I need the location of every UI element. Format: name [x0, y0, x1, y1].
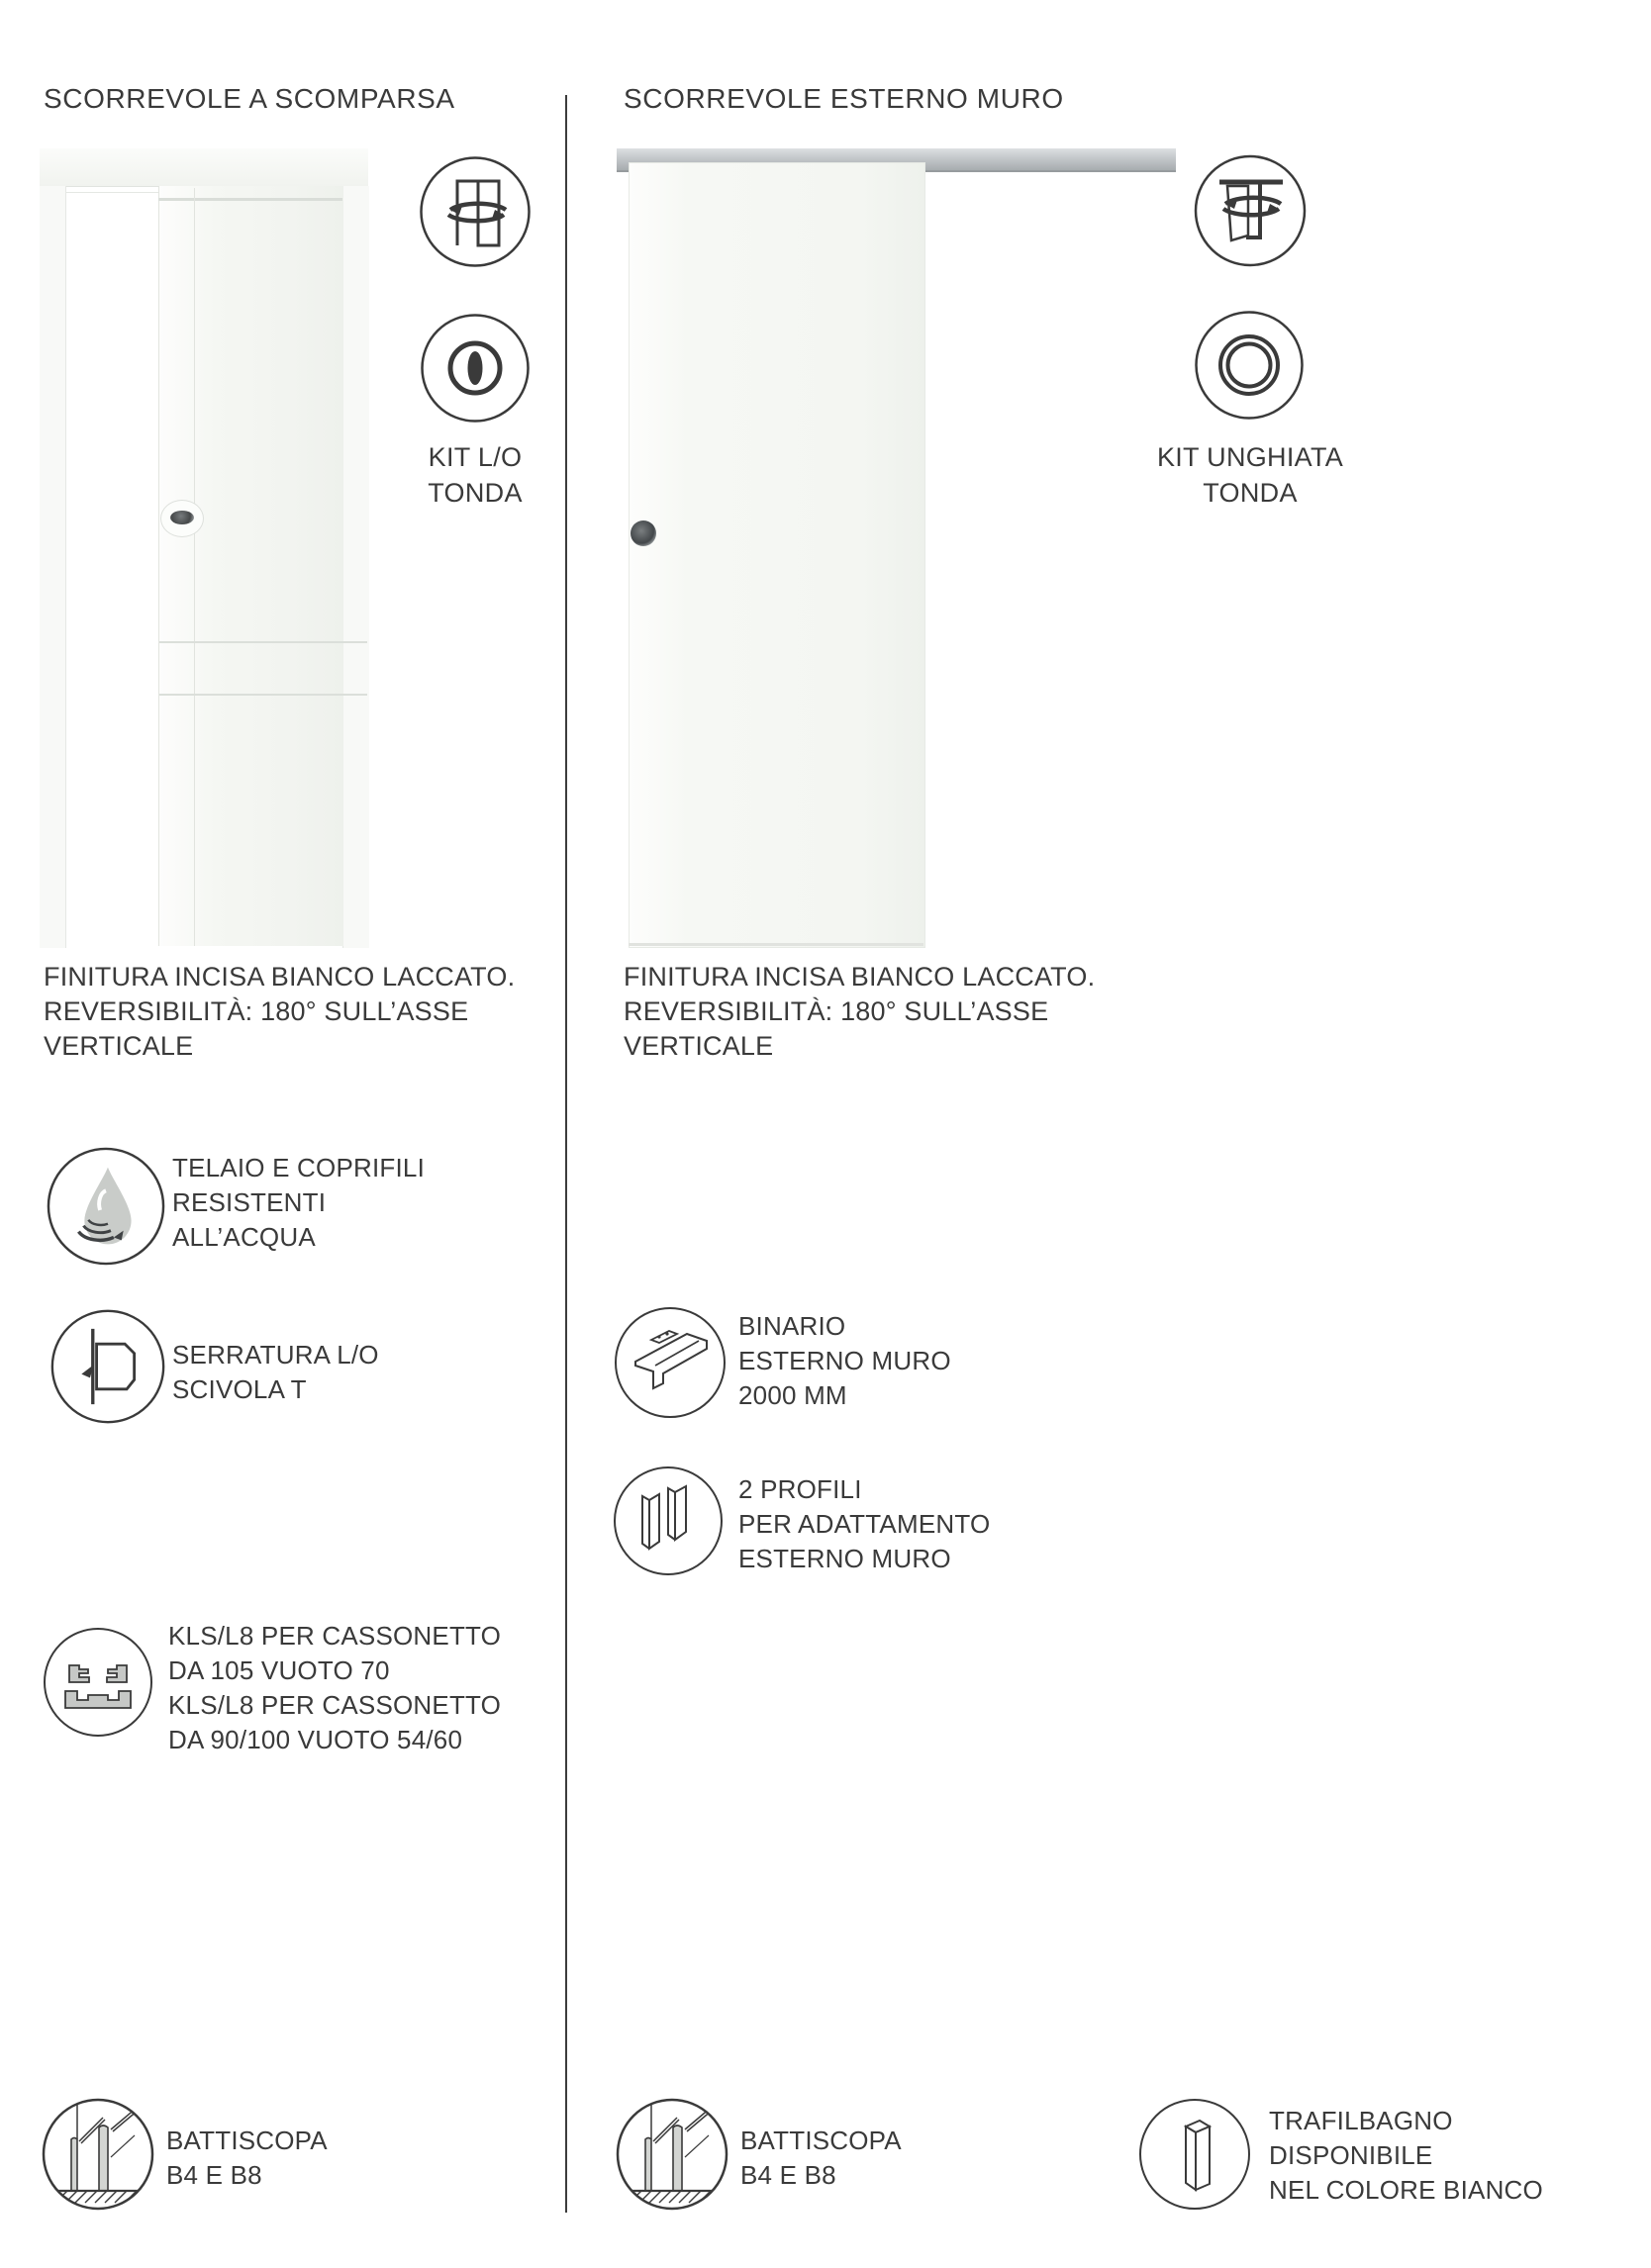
kit-lo-tonda-icon	[419, 312, 532, 425]
left-section-title: SCORREVOLE A SCOMPARSA	[44, 83, 455, 114]
feature-line: NEL COLORE BIANCO	[1269, 2175, 1543, 2205]
door-frame-right-jamb	[342, 186, 369, 948]
feature-text	[738, 1309, 951, 1413]
door-panel	[158, 186, 343, 946]
finish-line: REVERSIBILITÀ: 180° SULL’ASSE	[44, 996, 469, 1026]
skirting-board-icon	[40, 2096, 156, 2213]
feature-line: 2 PROFILI	[738, 1474, 862, 1504]
feature-text	[172, 1338, 379, 1407]
feature-line: TRAFILBAGNO	[1269, 2106, 1453, 2135]
water-drop-icon	[46, 1146, 166, 1267]
door-frame-left-jamb	[40, 186, 66, 948]
feature-line: 2000 MM	[738, 1380, 847, 1410]
panel-engraved-horizontal-line	[159, 694, 367, 696]
right-section-title: SCORREVOLE ESTERNO MURO	[624, 83, 1064, 114]
round-flush-handle	[631, 520, 656, 546]
finish-line: FINITURA INCISA BIANCO LACCATO.	[44, 962, 516, 992]
feature-line: DISPONIBILE	[1269, 2140, 1433, 2170]
lock-icon	[49, 1308, 166, 1425]
two-profiles-icon	[612, 1465, 725, 1577]
feature-line: B4 E B8	[740, 2160, 836, 2190]
track-door-rotation-icon	[1192, 152, 1309, 269]
kit-label	[391, 439, 559, 511]
kit-label-line1: KIT UNGHIATA	[1156, 442, 1344, 472]
kit-label-line1: KIT L/O	[428, 442, 523, 472]
panel-engraved-vertical-line	[194, 188, 195, 946]
feature-line: DA 90/100 VUOTO 54/60	[168, 1725, 463, 1754]
skirting-board-icon	[614, 2096, 730, 2213]
finish-description	[624, 960, 1118, 1064]
feature-text	[1269, 2104, 1543, 2208]
feature-line: DA 105 VUOTO 70	[168, 1655, 390, 1685]
feature-line: ESTERNO MURO	[738, 1544, 951, 1573]
feature-text	[172, 1151, 425, 1255]
door-rotation-icon	[418, 154, 533, 269]
panel-engraved-horizontal-line	[159, 641, 367, 643]
feature-line: KLS/L8 PER CASSONETTO	[168, 1621, 502, 1651]
pocket-door-illustration	[40, 148, 368, 948]
door-panel	[629, 162, 925, 948]
feature-line: SCIVOLA T	[172, 1374, 307, 1404]
finish-line: VERTICALE	[624, 1031, 774, 1061]
feature-text	[740, 2124, 902, 2193]
finish-description	[44, 960, 538, 1064]
kit-label	[1112, 439, 1389, 511]
kit-label-line2: TONDA	[428, 478, 523, 508]
feature-line: KLS/L8 PER CASSONETTO	[168, 1690, 502, 1720]
feature-line: BATTISCOPA	[166, 2126, 328, 2155]
feature-text	[738, 1472, 990, 1576]
feature-line: PER ADATTAMENTO	[738, 1509, 991, 1539]
door-frame-head	[40, 148, 368, 187]
wall-door-illustration	[617, 148, 1198, 948]
feature-line: RESISTENTI	[172, 1187, 327, 1217]
flush-handle-recess	[170, 511, 194, 524]
track-shadow-line	[158, 198, 342, 201]
feature-line: SERRATURA L/O	[172, 1340, 379, 1370]
feature-line: B4 E B8	[166, 2160, 262, 2190]
wall-rail-icon	[612, 1304, 728, 1421]
feature-line: BATTISCOPA	[740, 2126, 902, 2155]
feature-line: ALL’ACQUA	[172, 1222, 316, 1252]
feature-text	[168, 1619, 501, 1757]
feature-line: TELAIO E COPRIFILI	[172, 1153, 425, 1182]
column-divider	[565, 95, 567, 2213]
profile-sections-icon	[42, 1626, 154, 1739]
finish-line: VERTICALE	[44, 1031, 194, 1061]
feature-text	[166, 2124, 328, 2193]
feature-line: BINARIO	[738, 1311, 846, 1341]
feature-line: ESTERNO MURO	[738, 1346, 951, 1375]
square-bar-icon	[1136, 2096, 1253, 2213]
finish-line: FINITURA INCISA BIANCO LACCATO.	[624, 962, 1096, 992]
kit-label-line2: TONDA	[1203, 478, 1298, 508]
kit-unghiata-tonda-icon	[1193, 309, 1306, 422]
door-bottom-shadow	[629, 943, 923, 946]
finish-line: REVERSIBILITÀ: 180° SULL’ASSE	[624, 996, 1049, 1026]
